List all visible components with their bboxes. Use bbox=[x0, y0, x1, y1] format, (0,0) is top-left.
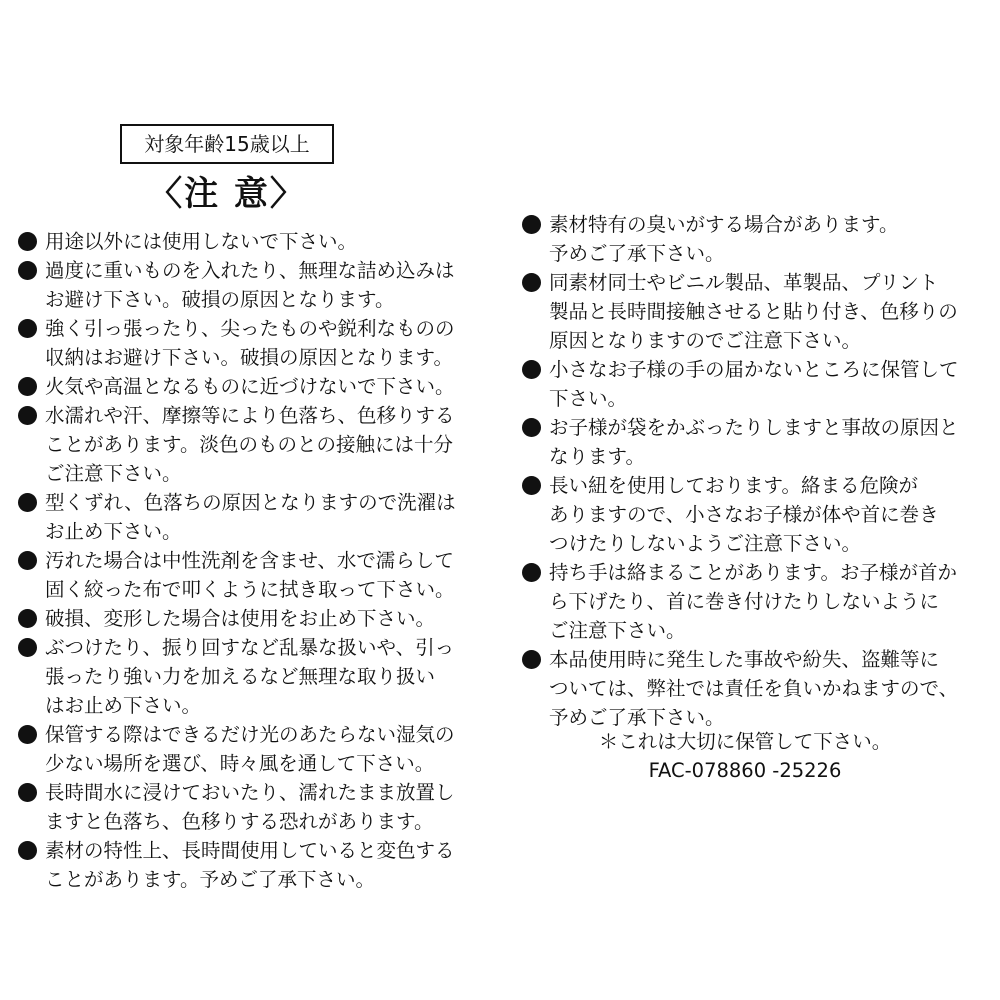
caution-text-line: 製品と長時間接触させると貼り付き、色移りの bbox=[549, 300, 958, 323]
caution-text-line: 収納はお避け下さい。破損の原因となります。 bbox=[45, 346, 453, 369]
caution-item bbox=[522, 471, 984, 558]
caution-text-line: 小さなお子様の手の届かないところに保管して bbox=[549, 358, 959, 381]
bullet-icon bbox=[18, 319, 37, 338]
caution-item bbox=[18, 314, 480, 372]
caution-item bbox=[18, 836, 480, 894]
bullet-icon bbox=[18, 638, 37, 657]
bullet-icon bbox=[18, 725, 37, 744]
bullet-icon bbox=[18, 551, 37, 570]
caution-text-line: 汚れた場合は中性洗剤を含ませ、水で濡らして bbox=[45, 549, 454, 572]
caution-text-line: はお止め下さい。 bbox=[45, 694, 202, 717]
caution-text-line: 原因となりますのでご注意下さい。 bbox=[549, 329, 862, 352]
caution-text-line: ますと色落ち、色移りする恐れがあります。 bbox=[45, 810, 434, 833]
bullet-icon bbox=[18, 493, 37, 512]
product-code: FAC-078860 -25226 bbox=[648, 759, 842, 782]
bullet-icon bbox=[522, 215, 541, 234]
caution-text-line: ことがあります。淡色のものとの接触には十分 bbox=[45, 433, 453, 456]
caution-item bbox=[18, 401, 480, 488]
caution-text-line: ありますので、小さなお子様が体や首に巻き bbox=[549, 503, 939, 526]
bullet-icon bbox=[18, 232, 37, 251]
bullet-icon bbox=[522, 360, 541, 379]
caution-item bbox=[522, 210, 984, 268]
bullet-icon bbox=[18, 609, 37, 628]
caution-text-line: お避け下さい。破損の原因となります。 bbox=[45, 288, 395, 311]
caution-item bbox=[522, 413, 984, 471]
bullet-icon bbox=[18, 261, 37, 280]
caution-item bbox=[18, 604, 480, 633]
notice-title: 〈注 意〉 bbox=[148, 174, 306, 214]
caution-item bbox=[18, 633, 480, 720]
caution-item bbox=[18, 372, 480, 401]
caution-text-line: 破損、変形した場合は使用をお止め下さい。 bbox=[45, 607, 436, 630]
caution-item bbox=[18, 546, 480, 604]
caution-item bbox=[18, 720, 480, 778]
bullet-icon bbox=[18, 841, 37, 860]
caution-text-line: なります。 bbox=[549, 445, 645, 468]
bullet-icon bbox=[522, 273, 541, 292]
caution-text-line: 過度に重いものを入れたり、無理な詰め込みは bbox=[45, 259, 455, 282]
caution-item bbox=[522, 558, 984, 645]
caution-item bbox=[522, 355, 984, 413]
caution-text-line: ついては、弊社では責任を負いかねますので、 bbox=[549, 677, 959, 700]
caution-item bbox=[18, 256, 480, 314]
caution-item bbox=[18, 778, 480, 836]
bullet-icon bbox=[522, 476, 541, 495]
caution-text-line: ら下げたり、首に巻き付けたりしないように bbox=[549, 590, 940, 613]
caution-text-line: ぶつけたり、振り回すなど乱暴な扱いや、引っ bbox=[45, 636, 455, 659]
caution-text-line: 素材特有の臭いがする場合があります。 bbox=[549, 213, 899, 236]
caution-text-line: 張ったり強い力を加えるなど無理な取り扱い bbox=[45, 665, 436, 688]
caution-text-line: お子様が袋をかぶったりしますと事故の原因と bbox=[549, 416, 959, 439]
caution-text-line: 予めご了承下さい。 bbox=[549, 706, 725, 729]
caution-text-line: 下さい。 bbox=[549, 387, 628, 410]
caution-text-line: ことがあります。予めご了承下さい。 bbox=[45, 868, 375, 891]
caution-text-line: お止め下さい。 bbox=[45, 520, 182, 543]
caution-text-line: 固く絞った布で叩くように拭き取って下さい。 bbox=[45, 578, 455, 601]
caution-item bbox=[522, 645, 984, 732]
caution-item bbox=[18, 227, 480, 256]
caution-text-line: 長い紐を使用しております。絡まる危険が bbox=[549, 474, 918, 497]
caution-text-line: 同素材同士やビニル製品、革製品、プリント bbox=[549, 271, 939, 294]
caution-list-left bbox=[18, 227, 480, 894]
caution-text-line: 火気や高温となるものに近づけないで下さい。 bbox=[45, 375, 455, 398]
caution-text-line: 水濡れや汗、摩擦等により色落ち、色移りする bbox=[45, 404, 455, 427]
caution-text-line: 本品使用時に発生した事故や紛失、盗難等に bbox=[549, 648, 940, 671]
caution-text-line: 持ち手は絡まることがあります。お子様が首か bbox=[549, 561, 957, 584]
caution-text-line: 予めご了承下さい。 bbox=[549, 242, 725, 265]
caution-text-line: ご注意下さい。 bbox=[45, 462, 182, 485]
storage-note: ＊これは大切に保管して下さい。 bbox=[598, 730, 892, 753]
caution-text-line: 強く引っ張ったり、尖ったものや鋭利なものの bbox=[45, 317, 455, 340]
caution-text-line: 保管する際はできるだけ光のあたらない湿気の bbox=[45, 723, 455, 746]
caution-text-line: 少ない場所を選び、時々風を通して下さい。 bbox=[45, 752, 435, 775]
caution-item bbox=[18, 488, 480, 546]
caution-text-line: 用途以外には使用しないで下さい。 bbox=[45, 230, 358, 253]
caution-text-line: 長時間水に浸けておいたり、濡れたまま放置し bbox=[45, 781, 455, 804]
caution-text-line: ご注意下さい。 bbox=[549, 619, 686, 642]
age-label: 対象年齢15歳以上 bbox=[144, 132, 310, 156]
caution-text-line: 型くずれ、色落ちの原因となりますので洗濯は bbox=[45, 491, 456, 514]
bullet-icon bbox=[18, 377, 37, 396]
bullet-icon bbox=[18, 783, 37, 802]
bullet-icon bbox=[522, 563, 541, 582]
caution-text-line: 素材の特性上、長時間使用していると変色する bbox=[45, 839, 455, 862]
age-label-box bbox=[120, 124, 334, 164]
caution-list-right bbox=[522, 210, 984, 732]
bullet-icon bbox=[18, 406, 37, 425]
bullet-icon bbox=[522, 650, 541, 669]
caution-item bbox=[522, 268, 984, 355]
caution-text-line: つけたりしないようご注意下さい。 bbox=[549, 532, 862, 555]
bullet-icon bbox=[522, 418, 541, 437]
